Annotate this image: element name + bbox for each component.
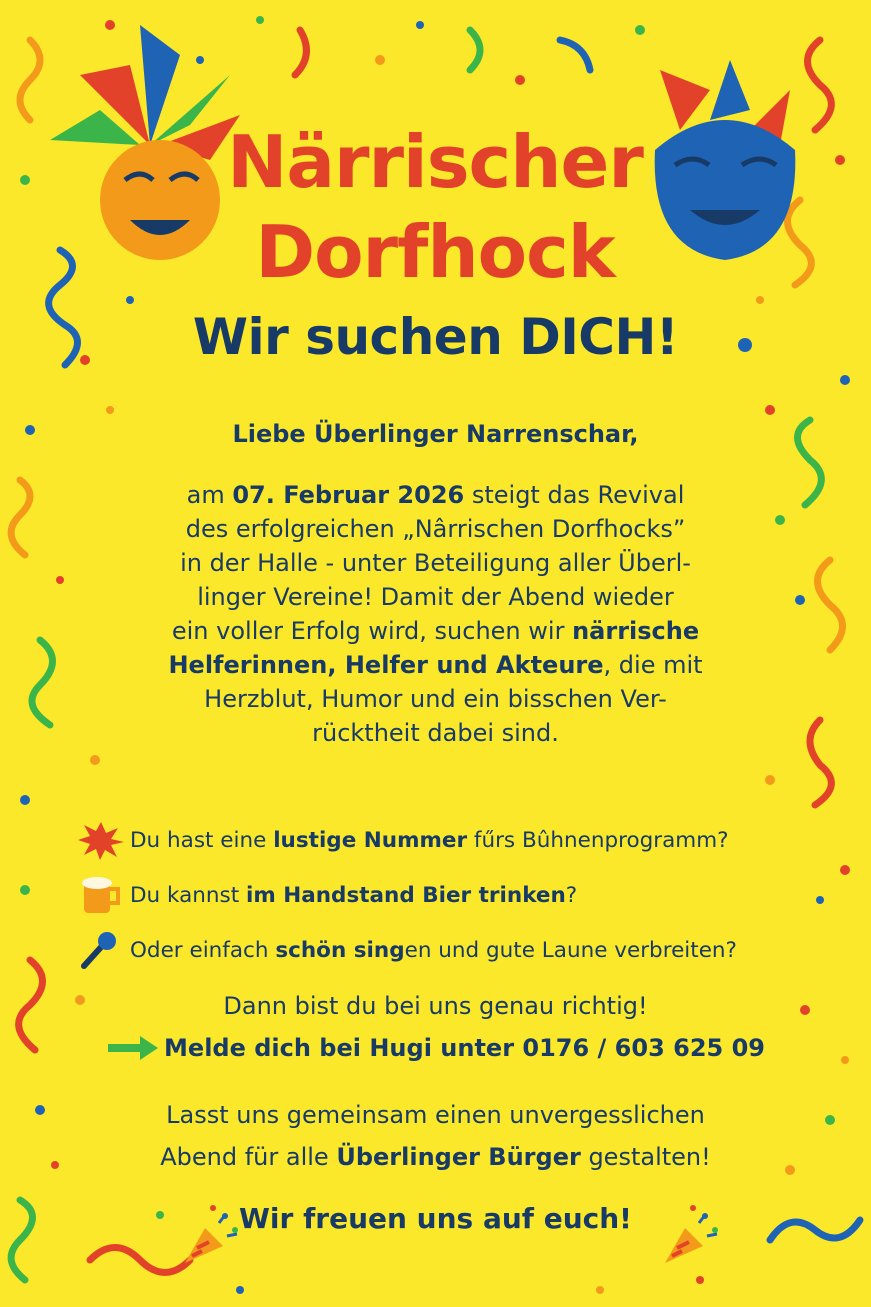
contact-text: Melde dich bei Hugi unter 0176 / 603 625 09 [164, 1034, 765, 1062]
bullet-text: en und gute Laune verbreiten? [404, 937, 737, 963]
bullet-emphasis: im Handstand Bier trinken [245, 882, 566, 908]
closing-text: gestalten! [580, 1143, 711, 1171]
contact-line [0, 1034, 871, 1062]
party-popper-icon [655, 1198, 725, 1268]
intro-text: ein voller Erfolg wird, suchen wir [171, 617, 573, 645]
bullet-text: Du kannst [130, 882, 246, 908]
star-burst-icon [76, 820, 130, 860]
intro-text: rücktheit dabei sind. [312, 719, 559, 747]
final-line: Wir freuen uns auf euch! [239, 1202, 632, 1235]
title-line-1: Närrischer [227, 120, 643, 204]
bullet-emphasis: lustige Nummer [273, 827, 468, 853]
intro-text: Herzblut, Humor und ein bisschen Ver- [204, 685, 667, 713]
closing-emphasis: Überlinger Bürger [336, 1143, 581, 1171]
arrow-right-icon [106, 1035, 160, 1061]
intro-text: linger Vereine! Damit der Abend wieder [197, 583, 674, 611]
bullet-text: ? [565, 882, 578, 908]
intro-text: am [186, 481, 233, 509]
call-line-1: Dann bist du bei uns genau richtig! [223, 992, 648, 1020]
beer-mug-icon [76, 875, 130, 915]
headline: Wir suchen DICH! [192, 308, 679, 366]
closing-text: Abend für alle [160, 1143, 337, 1171]
microphone-icon [76, 930, 130, 970]
party-popper-icon [175, 1198, 245, 1268]
intro-text: , die mit [603, 651, 703, 679]
intro-paragraph [110, 478, 761, 750]
greeting: Liebe Überlinger Narrenschar, [232, 420, 639, 448]
closing-text: Lasst uns gemeinsam einen unvergesslichen [166, 1101, 705, 1129]
intro-emphasis: närrische [572, 617, 700, 645]
bullet-item [76, 930, 737, 970]
bullet-text: Oder einfach [130, 937, 276, 963]
bullet-item [76, 820, 729, 860]
intro-text: des erfolgreichen „Nârrischen Dorfhocks” [185, 515, 686, 543]
intro-text: steigt das Revival [464, 481, 685, 509]
intro-text: in der Halle - unter Beteiligung aller Überl- [180, 549, 691, 577]
bullet-item [76, 875, 577, 915]
closing-paragraph [60, 1094, 811, 1178]
bullet-text: Du hast eine [130, 827, 274, 853]
title-line-2: Dorfhock [255, 210, 615, 294]
bullet-text: fűrs Bûhnenprogramm? [467, 827, 729, 853]
intro-emphasis: Helferinnen, Helfer und Akteure [168, 651, 604, 679]
event-date: 07. Februar 2026 [232, 481, 465, 509]
bullet-emphasis: schön sing [275, 937, 405, 963]
